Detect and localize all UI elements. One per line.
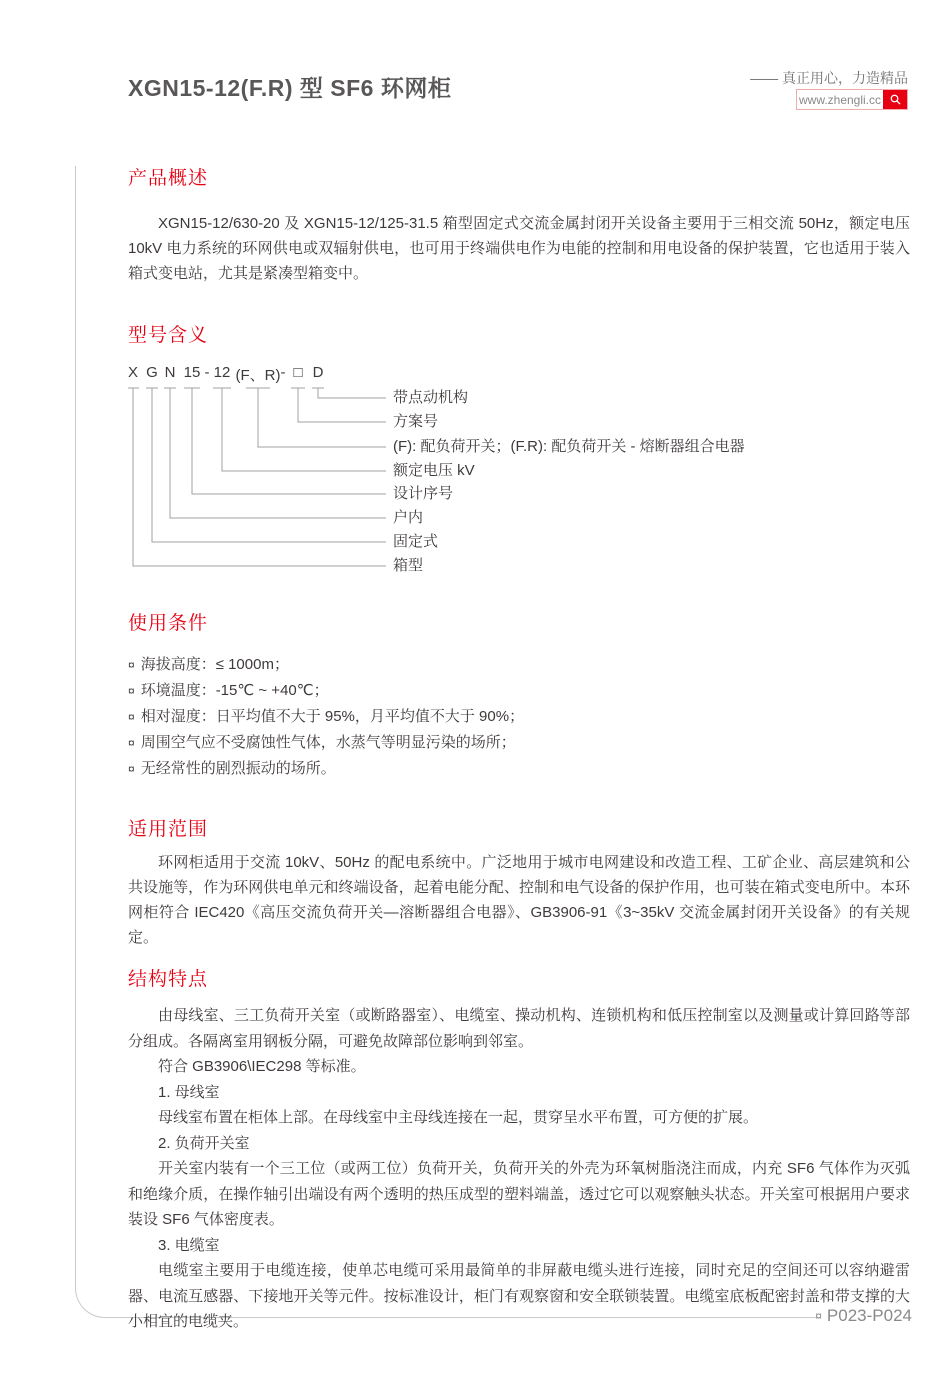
bullet-icon: ¤ xyxy=(128,658,135,672)
brand-slogan: —— 真正用心，力造精品 xyxy=(750,70,908,86)
structure-paragraph: 母线室布置在柜体上部。在母线室中主母线连接在一起，贯穿呈水平布置，可方便的扩展。 xyxy=(158,1109,759,1126)
website-search-box[interactable] xyxy=(796,89,908,110)
structure-subheading: 3. 电缆室 xyxy=(158,1236,220,1254)
bullet-icon: ¤ xyxy=(128,684,135,698)
model-label: 户内 xyxy=(393,509,424,526)
section-heading-overview: 产品概述 xyxy=(128,168,209,189)
list-item xyxy=(128,652,910,678)
list-item xyxy=(128,756,910,782)
structure-body xyxy=(128,1003,910,1335)
condition-text: 相对湿度：日平均值不大于 95%，月平均值不大于 90%； xyxy=(140,708,525,725)
conditions-list xyxy=(128,652,910,782)
section-heading-conditions: 使用条件 xyxy=(128,613,209,634)
list-item xyxy=(128,730,910,756)
model-token: X xyxy=(127,364,139,381)
structure-paragraph: 由母线室、三工负荷开关室（或断路器室）、电缆室、操动机构、连锁机构和低压控制室以及测量或计算回路等部分组成。各隔离室用钢板分隔，可避免故障部位影响到邻室。 xyxy=(128,1007,910,1050)
section-heading-model: 型号含义 xyxy=(128,325,209,346)
bullet-icon: ¤ xyxy=(128,762,135,776)
condition-text: 周围空气应不受腐蚀性气体，水蒸气等明显污染的场所； xyxy=(140,734,516,751)
overview-paragraph: XGN15-12/630-20 及 XGN15-12/125-31.5 箱型固定式交流金属封闭开关设备主要用于三相交流 50Hz，额定电压 10kV 电力系统的环网供电或双辐射供电，也可用于终端供电作为电能的控制和用电设备的保护装置，它也适用于装入箱式变电站，尤其是紧凑型箱变中。 xyxy=(128,215,910,282)
model-diagram-lines xyxy=(128,364,908,579)
model-token: N xyxy=(164,364,176,381)
page-title: XGN15-12(F.R) 型 SF6 环网柜 xyxy=(128,75,452,101)
scope-paragraph: 环网柜适用于交流 10kV、50Hz 的配电系统中。广泛地用于城市电网建设和改造工程、工矿企业、高层建筑和公共设施等，作为环网供电单元和终端设备，起着电能分配、控制和电气设备的保护作用，也可装在箱式变电所中。本环网柜符合 IEC420《高压交流负荷开关—溶断器组合电器》、GB3906-91《3~35kV 交流金属封闭开关设备》的有关规定。 xyxy=(128,854,910,946)
structure-paragraph: 开关室内装有一个三工位（或两工位）负荷开关，负荷开关的外壳为环氧树脂浇注而成，内充 SF6 气体作为灭弧和绝缘介质，在操作轴引出端设有两个透明的热压成型的塑料端盖，透过它可以观察触头状态。开关室可根据用户要求装设 SF6 气体密度表。 xyxy=(128,1160,910,1228)
structure-subheading: 2. 负荷开关室 xyxy=(158,1134,250,1152)
search-button[interactable] xyxy=(883,90,907,109)
model-token: (F、R) xyxy=(235,367,281,384)
section-heading-structure: 结构特点 xyxy=(128,969,209,990)
model-label: 额定电压 kV xyxy=(393,462,475,479)
model-token: 12 xyxy=(213,364,231,381)
section-heading-scope: 适用范围 xyxy=(128,819,209,840)
model-token: 15 xyxy=(183,364,201,381)
bullet-icon: ¤ xyxy=(128,710,135,724)
model-designation-diagram xyxy=(128,364,908,579)
condition-text: 环境温度：-15℃ ~ +40℃； xyxy=(140,682,329,699)
condition-text: 海拔高度：≤ 1000m； xyxy=(140,656,289,673)
model-label: 方案号 xyxy=(393,413,439,430)
list-item xyxy=(128,704,910,730)
page-number xyxy=(815,1306,912,1326)
model-token: D xyxy=(312,364,324,381)
magnifier-icon xyxy=(889,93,902,106)
structure-subheading: 1. 母线室 xyxy=(158,1083,220,1101)
model-token: - xyxy=(204,364,210,381)
list-item xyxy=(128,678,910,704)
condition-text: 无经常性的剧烈振动的场所。 xyxy=(140,760,336,777)
website-url[interactable]: www.zhengli.cc xyxy=(798,92,882,107)
page-number-text: P023-P024 xyxy=(826,1306,912,1325)
model-label: 设计序号 xyxy=(393,485,454,502)
model-label: 固定式 xyxy=(393,533,439,550)
model-label: 带点动机构 xyxy=(393,389,469,406)
bullet-icon: ¤ xyxy=(128,736,135,750)
bullet-icon: ¤ xyxy=(815,1309,822,1323)
model-label: (F): 配负荷开关；(F.R): 配负荷开关 - 熔断器组合电器 xyxy=(393,438,745,455)
structure-paragraph: 符合 GB3906\IEC298 等标准。 xyxy=(158,1058,366,1075)
model-token: G xyxy=(146,364,158,381)
model-token: □ xyxy=(293,364,303,381)
model-label: 箱型 xyxy=(393,557,424,574)
model-token: - xyxy=(280,364,286,381)
structure-paragraph: 电缆室主要用于电缆连接，使单芯电缆可采用最简单的非屏蔽电缆头进行连接，同时充足的空间还可以容纳避雷器、电流互感器、下接地开关等元件。按标准设计，柜门有观察窗和安全联锁装置。电缆室底板配密封盖和带支撑的大小相宜的电缆夹。 xyxy=(128,1262,910,1330)
